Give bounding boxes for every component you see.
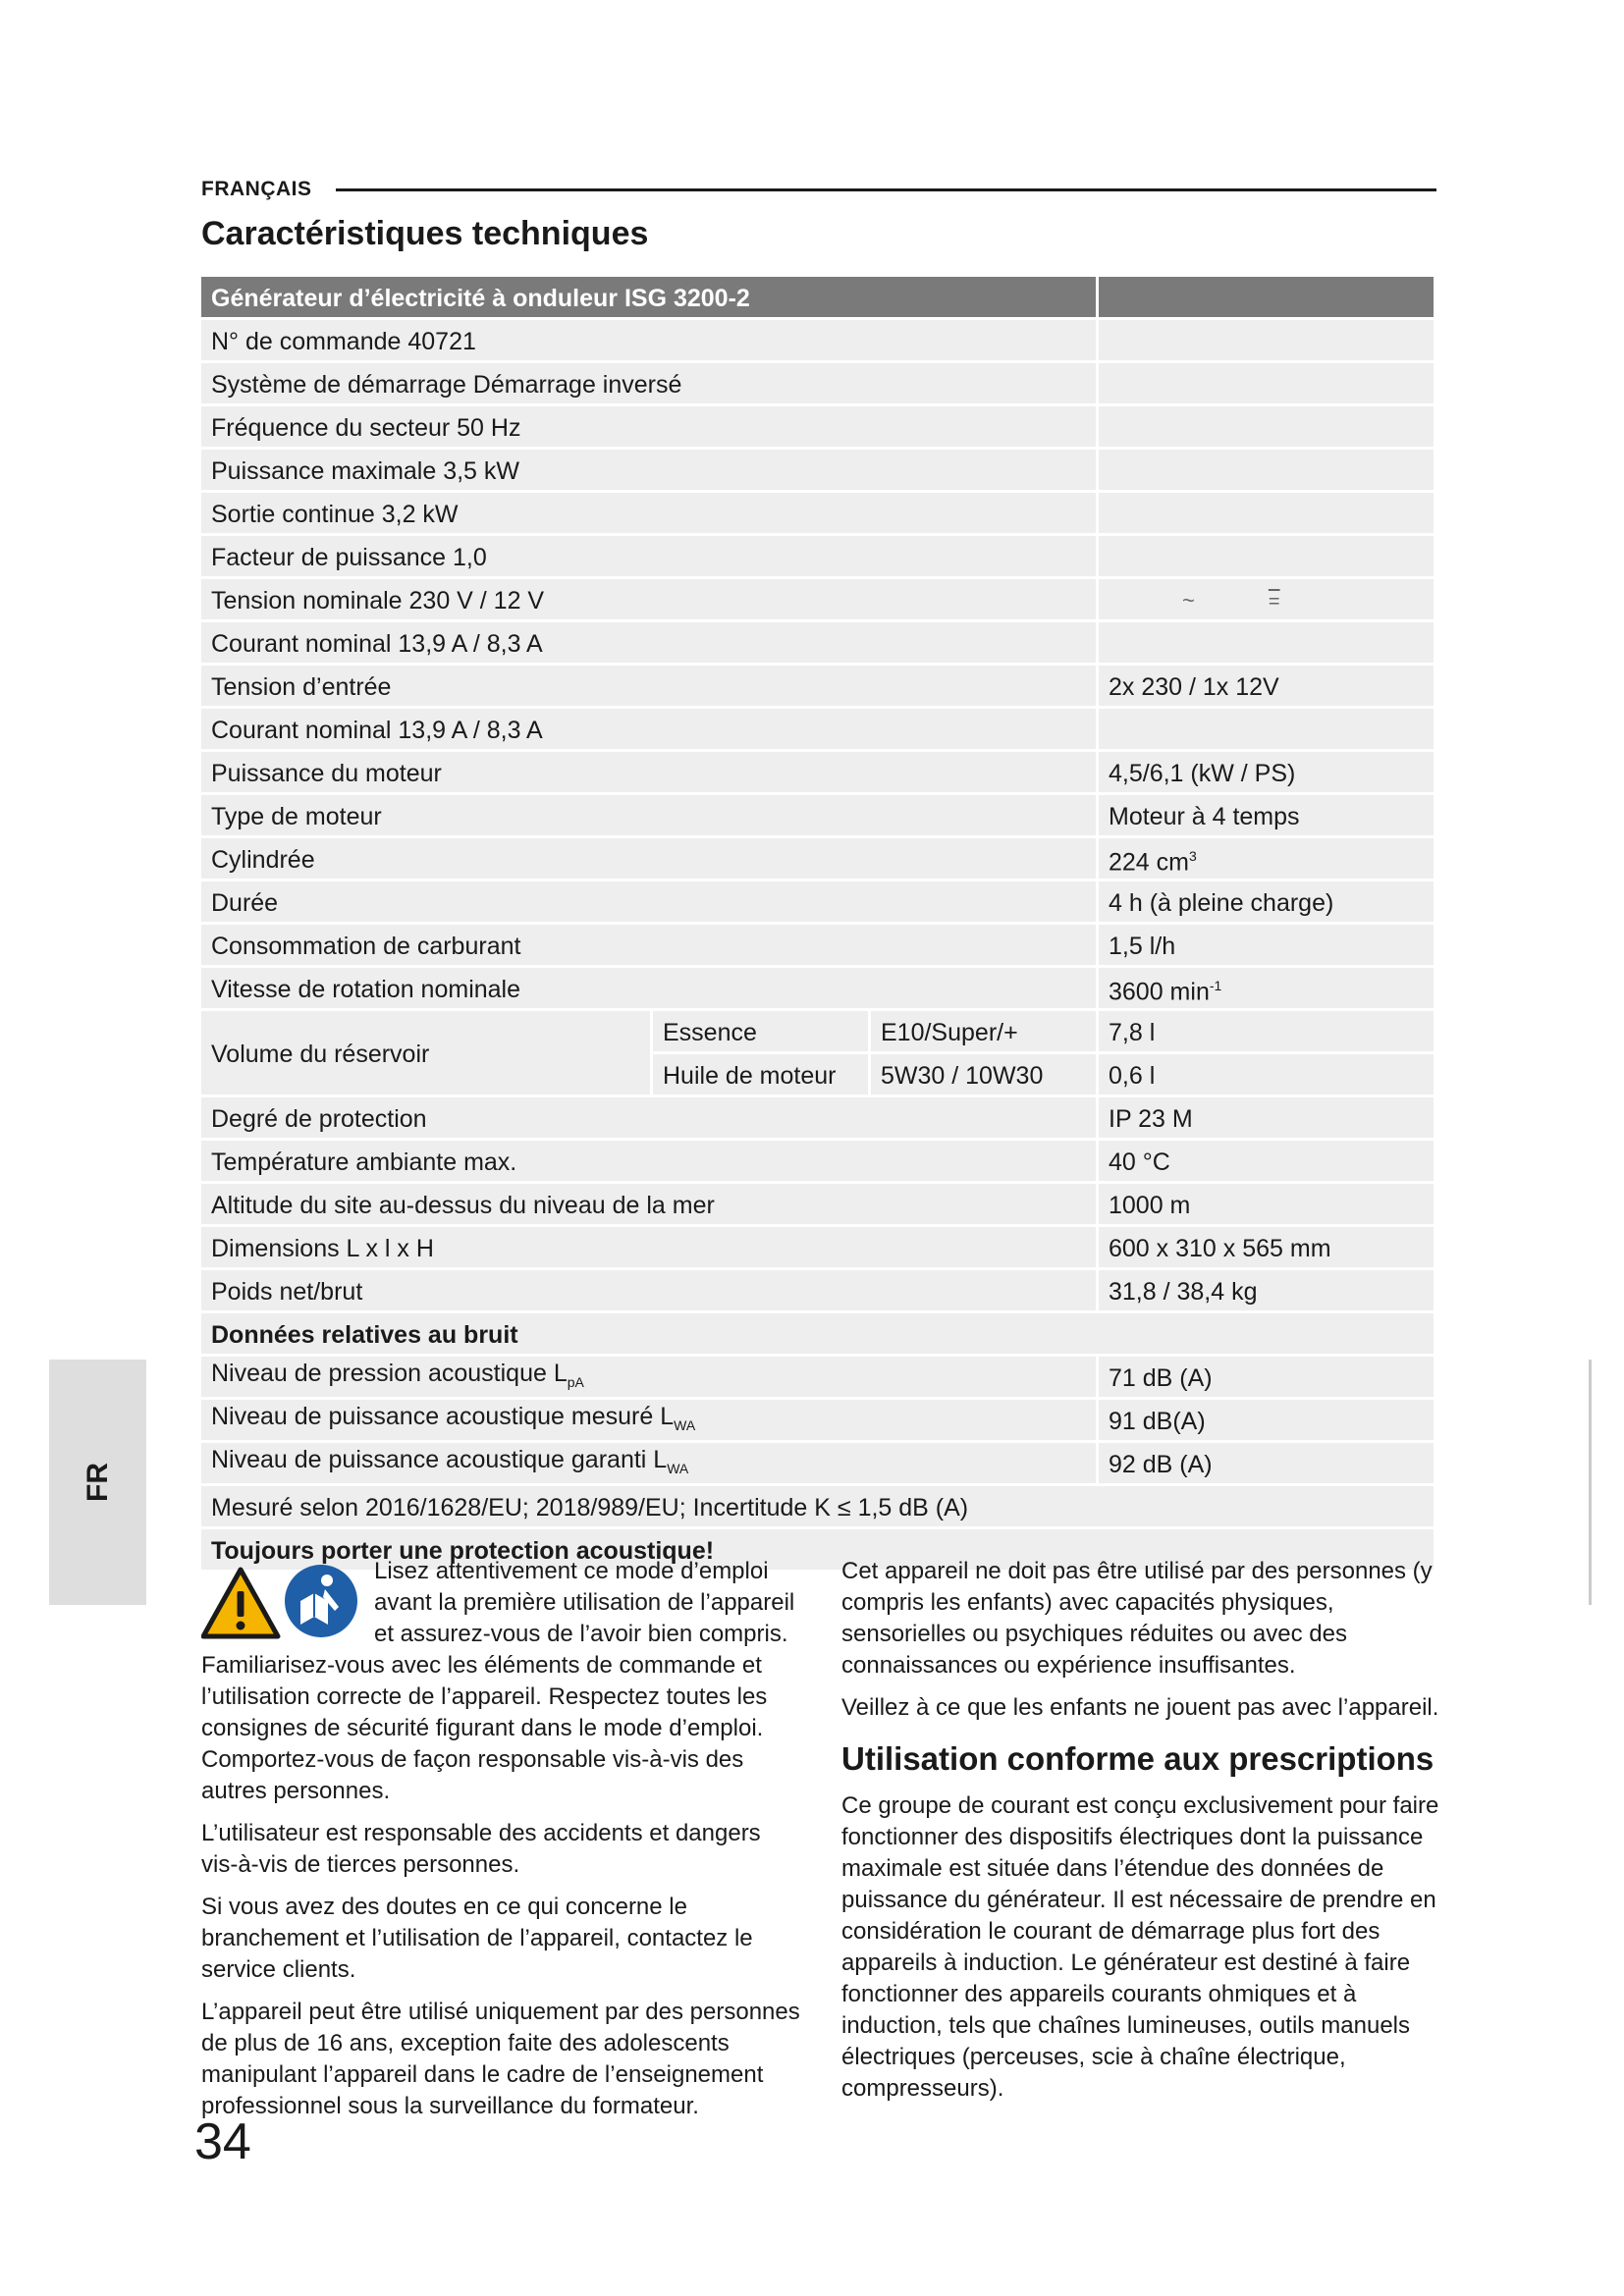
table-row	[201, 536, 1436, 579]
spec-value: IP 23 M	[1099, 1097, 1436, 1141]
noise-guaranteed-subscript: WA	[667, 1461, 689, 1476]
spec-value: 1000 m	[1099, 1184, 1436, 1227]
table-row	[201, 1357, 1436, 1400]
right-paragraph: Cet appareil ne doit pas être utilisé par des personnes (y compris les enfants) avec capacités physiques, sensorielles ou psychiques réduites ou avec des connaissances ou expérience insuffisantes.	[841, 1558, 1433, 1679]
language-label: FRANÇAIS	[201, 178, 312, 200]
spec-label: Courant nominal 13,9 A / 8,3 A	[201, 709, 1099, 752]
spec-label: N° de commande 40721	[201, 320, 1099, 363]
spec-value: 91 dB(A)	[1099, 1400, 1436, 1443]
spec-label: Facteur de puissance 1,0	[201, 536, 1099, 579]
spec-label: Système de démarrage Démarrage inversé	[201, 363, 1099, 406]
speed-value: 3600 min	[1109, 978, 1210, 1006]
tank-label: Volume du réservoir	[201, 1011, 653, 1097]
noise-heading: Données relatives au bruit	[201, 1313, 1436, 1357]
spec-value	[1099, 536, 1436, 579]
left-paragraph: Si vous avez des doutes en ce qui concerne le branchement et l’utilisation de l’appareil, contactez le service clients.	[201, 1894, 753, 1983]
table-row	[201, 925, 1436, 968]
table-row	[201, 1270, 1436, 1313]
spec-label	[201, 1443, 1099, 1486]
ac-symbol-icon: ~	[1182, 587, 1195, 613]
spec-value: 31,8 / 38,4 kg	[1099, 1270, 1436, 1313]
spec-value	[1099, 493, 1436, 536]
table-row	[201, 1141, 1436, 1184]
spec-value	[1099, 579, 1436, 622]
table-row	[201, 838, 1436, 881]
spec-label: Type de moteur	[201, 795, 1099, 838]
spec-value: 92 dB (A)	[1099, 1443, 1436, 1486]
table-row	[201, 406, 1436, 450]
spec-value	[1099, 320, 1436, 363]
warning-icons	[201, 1564, 358, 1648]
spec-label	[201, 1357, 1099, 1400]
noise-pressure-label: Niveau de pression acoustique L	[211, 1360, 568, 1387]
warning-block	[201, 1556, 802, 1650]
left-paragraph: L’appareil peut être utilisé uniquement par des personnes de plus de 16 ans, exception faite des adolescents manipulant l’appareil dans le cadre de l’enseignement professionnel sous la surveillance du formateur.	[201, 1999, 800, 2119]
noise-measured-subscript: WA	[674, 1417, 696, 1433]
left-paragraph: Familiarisez-vous avec les éléments de commande et l’utilisation correcte de l’appareil. Respectez toutes les consignes de sécurité figurant dans le mode d’emploi. Comportez-vous de façon responsable vis-à-vis des autres personnes.	[201, 1652, 768, 1804]
spec-label: Courant nominal 13,9 A / 8,3 A	[201, 622, 1099, 666]
noise-guaranteed-label: Niveau de puissance acoustique garanti L	[211, 1446, 668, 1473]
tank-oil-spec: 5W30 / 10W30	[871, 1054, 1099, 1097]
spec-value	[1099, 709, 1436, 752]
table-row	[201, 968, 1436, 1011]
spec-value: 2x 230 / 1x 12V	[1099, 666, 1436, 709]
spec-value: 600 x 310 x 565 mm	[1099, 1227, 1436, 1270]
header-rule	[336, 188, 1436, 191]
spec-value: 1,5 l/h	[1099, 925, 1436, 968]
table-row	[201, 450, 1436, 493]
section-heading: Utilisation conforme aux prescriptions	[841, 1740, 1435, 1777]
table-row	[201, 881, 1436, 925]
right-paragraph: Ce groupe de courant est conçu exclusivement pour faire fonctionner des dispositifs électriques dont la puissance maximale est située dans l’étendue des données de puissance du générateur. Il est nécessaire de prendre en considération le courant de démarrage plus fort des appareils à induction. Le générateur est destiné à faire fonctionner des appareils courants ohmiques et à induction, tels que chaînes lumineuses, outils manuels électriques (perceuses, scie à chaîne électrique, compresseurs).	[841, 1792, 1439, 2102]
hearing-protection-note: Toujours porter une protection acoustique!	[201, 1529, 1436, 1573]
spec-label: Température ambiante max.	[201, 1141, 1099, 1184]
left-column	[201, 1556, 802, 2133]
spec-value	[1099, 968, 1436, 1011]
table-row	[201, 795, 1436, 838]
spec-value: 4,5/6,1 (kW / PS)	[1099, 752, 1436, 795]
table-row	[201, 320, 1436, 363]
spec-table	[201, 277, 1436, 1573]
tank-fuel-spec: E10/Super/+	[871, 1011, 1099, 1054]
displacement-value: 224 cm	[1109, 848, 1189, 877]
table-row	[201, 579, 1436, 622]
spec-label: Consommation de carburant	[201, 925, 1099, 968]
spec-label: Cylindrée	[201, 838, 1099, 881]
tank-fuel-label: Essence	[653, 1011, 871, 1054]
spec-value	[1099, 363, 1436, 406]
page-number: 34	[194, 2113, 251, 2170]
table-row	[201, 1486, 1436, 1529]
spec-label: Vitesse de rotation nominale	[201, 968, 1099, 1011]
spec-value	[1099, 838, 1436, 881]
table-row	[201, 1184, 1436, 1227]
side-tab-label: FR	[81, 1463, 114, 1502]
spec-label: Puissance maximale 3,5 kW	[201, 450, 1099, 493]
tank-fuel-value: 7,8 l	[1099, 1011, 1436, 1054]
tank-oil-value: 0,6 l	[1099, 1054, 1436, 1097]
spec-label: Puissance du moteur	[201, 752, 1099, 795]
spec-value: Moteur à 4 temps	[1099, 795, 1436, 838]
spec-value: 40 °C	[1099, 1141, 1436, 1184]
spec-value: 71 dB (A)	[1099, 1357, 1436, 1400]
spec-table-header-empty	[1099, 277, 1436, 320]
measured-note: Mesuré selon 2016/1628/EU; 2018/989/EU; Incertitude K ≤ 1,5 dB (A)	[201, 1486, 1436, 1529]
spec-label: Tension nominale 230 V / 12 V	[201, 579, 1099, 622]
read-manual-icon	[285, 1565, 357, 1637]
displacement-unit-exponent: 3	[1188, 848, 1197, 865]
table-row	[201, 493, 1436, 536]
table-row	[201, 1313, 1436, 1357]
noise-measured-label: Niveau de puissance acoustique mesuré L	[211, 1403, 675, 1430]
table-row	[201, 1400, 1436, 1443]
table-row	[201, 1443, 1436, 1486]
right-paragraph: Veillez à ce que les enfants ne jouent pas avec l’appareil.	[841, 1694, 1439, 1721]
language-side-tab	[49, 1360, 146, 1605]
spec-label: Dimensions L x l x H	[201, 1227, 1099, 1270]
spec-table-header-row	[201, 277, 1436, 320]
right-column	[841, 1556, 1440, 2115]
table-row	[201, 622, 1436, 666]
table-row	[201, 666, 1436, 709]
warning-text: Lisez attentivement ce mode d’emploi avant la première utilisation de l’appareil et assurez-vous de l’avoir bien compris.	[374, 1558, 795, 1647]
table-row	[201, 709, 1436, 752]
spec-value	[1099, 622, 1436, 666]
spec-label: Poids net/brut	[201, 1270, 1099, 1313]
spec-label: Tension d’entrée	[201, 666, 1099, 709]
spec-label: Durée	[201, 881, 1099, 925]
spec-value	[1099, 406, 1436, 450]
warning-triangle-icon	[201, 1564, 358, 1642]
page-title: Caractéristiques techniques	[201, 215, 649, 252]
spec-label: Degré de protection	[201, 1097, 1099, 1141]
dc-symbol-icon: =	[1268, 590, 1280, 613]
left-paragraph: L’utilisateur est responsable des accidents et dangers vis-à-vis de tierces personnes.	[201, 1820, 761, 1878]
spec-value: 4 h (à pleine charge)	[1099, 881, 1436, 925]
page-header	[201, 175, 1436, 204]
spec-label: Fréquence du secteur 50 Hz	[201, 406, 1099, 450]
spec-table-header: Générateur d’électricité à onduleur ISG 3200-2	[201, 277, 1099, 320]
table-row	[201, 752, 1436, 795]
spec-label	[201, 1400, 1099, 1443]
table-row	[201, 363, 1436, 406]
page-edge-marker	[1589, 1360, 1592, 1605]
spec-label: Sortie continue 3,2 kW	[201, 493, 1099, 536]
tank-oil-label: Huile de moteur	[653, 1054, 871, 1097]
table-row	[201, 1011, 1436, 1054]
spec-value	[1099, 450, 1436, 493]
speed-unit-exponent: -1	[1209, 978, 1222, 994]
table-row	[201, 1227, 1436, 1270]
table-row	[201, 1097, 1436, 1141]
noise-pressure-subscript: pA	[567, 1374, 584, 1390]
spec-label: Altitude du site au-dessus du niveau de la mer	[201, 1184, 1099, 1227]
